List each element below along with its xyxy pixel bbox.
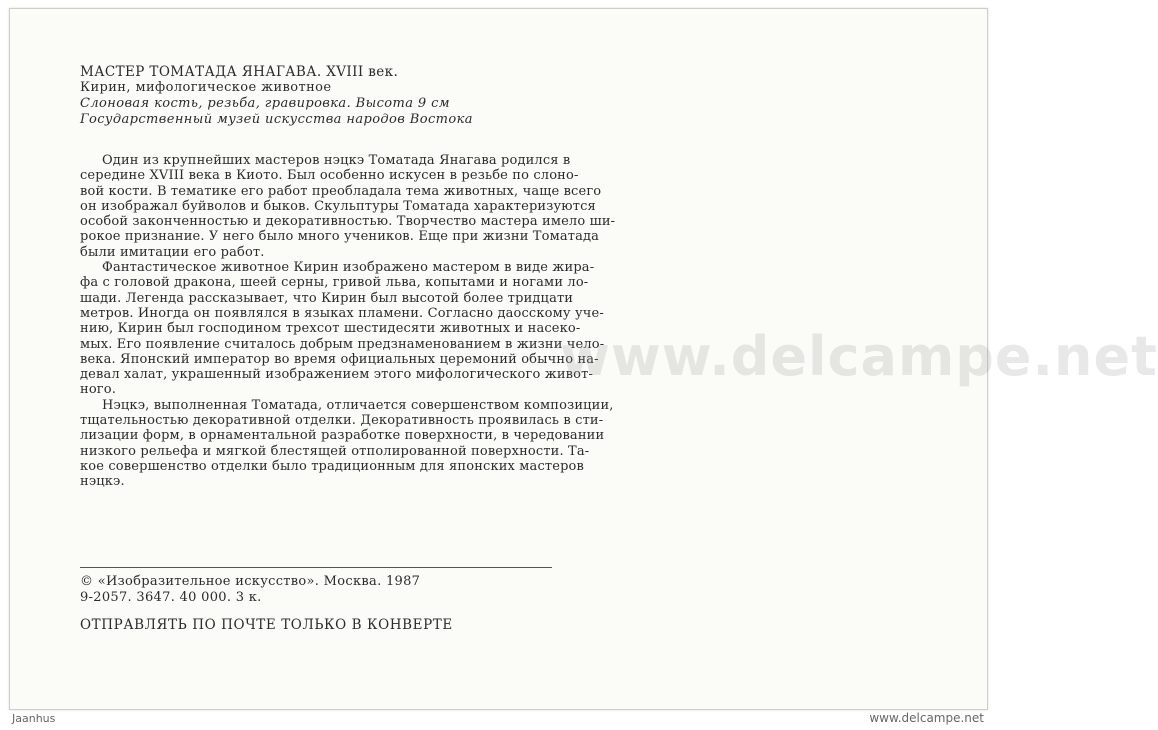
seller-name: Jaanhus bbox=[12, 712, 56, 725]
text-line: особой законченностью и декоративностью. Творчество мастера имело ши- bbox=[80, 214, 616, 230]
text-line: Один из крупнейших мастеров нэцкэ Томатада Янагава родился в bbox=[102, 153, 571, 168]
text-line: века. Японский император во время официальных церемоний обычно на- bbox=[80, 351, 599, 367]
text-line: нию, Кирин был господином трехсот шестидесяти животных и насеко- bbox=[80, 321, 581, 337]
imprint-block bbox=[80, 574, 420, 606]
text-line: мых. Его появление считалось добрым предзнаменованием в жизни чело- bbox=[80, 336, 605, 352]
description-text bbox=[80, 153, 740, 490]
text-line: нэцкэ. bbox=[80, 474, 125, 490]
site-link[interactable]: www.delcampe.net bbox=[869, 711, 984, 725]
text-line: фа с головой дракона, шеей серны, гривой льва, копытами и ногами ло- bbox=[80, 275, 589, 291]
text-line: середине XVIII века в Киото. Был особенно искусен в резьбе по слоно- bbox=[80, 168, 579, 184]
text-line: ного. bbox=[80, 382, 117, 398]
watermark: www.delcampe.net bbox=[560, 325, 1158, 388]
artwork-museum: Государственный музей искусства народов Востока bbox=[80, 112, 473, 127]
text-line: рокое признание. У него было много учеников. Еще при жизни Томатада bbox=[80, 229, 600, 245]
mailing-note: ОТПРАВЛЯТЬ ПО ПОЧТЕ ТОЛЬКО В КОНВЕРТЕ bbox=[80, 617, 453, 633]
text-line: были имитации его работ. bbox=[80, 244, 265, 260]
artwork-title: МАСТЕР ТОМАТАДА ЯНАГАВА. XVIII век. bbox=[80, 64, 399, 80]
text-line: девал халат, украшенный изображением этого мифологического живот- bbox=[80, 367, 594, 383]
publisher-line: © «Изобразительное искусство». Москва. 1987 bbox=[80, 574, 421, 589]
text-line: кое совершенство отделки было традиционным для японских мастеров bbox=[80, 458, 584, 474]
text-line: Фантастическое животное Кирин изображено мастером в виде жира- bbox=[102, 260, 595, 276]
artwork-material: Слоновая кость, резьба, гравировка. Высота 9 см bbox=[80, 96, 450, 111]
text-line: вой кости. В тематике его работ преобладала тема животных, чаще всего bbox=[80, 183, 602, 199]
paragraph-1 bbox=[80, 153, 740, 260]
text-line: он изображал буйволов и быков. Скульптуры Томатада характеризуются bbox=[80, 198, 596, 214]
text-line: шади. Легенда рассказывает, что Кирин был высотой более тридцати bbox=[80, 290, 574, 306]
text-line: Нэцкэ, выполненная Томатада, отличается совершенством композиции, bbox=[102, 397, 614, 413]
caption-block bbox=[80, 64, 600, 128]
text-line: метров. Иногда он появлялся в языках пламени. Согласно даосскому уче- bbox=[80, 305, 604, 321]
print-code-line: 9-2057. 3647. 40 000. 3 к. bbox=[80, 590, 262, 605]
divider bbox=[80, 567, 552, 568]
text-line: низкого рельефа и мягкой блестящей отполированной поверхности. Та- bbox=[80, 443, 590, 459]
text-line: лизации форм, в орнаментальной разработке поверхности, в чередовании bbox=[80, 428, 605, 444]
text-line: тщательностью декоративной отделки. Декоративность проявилась в сти- bbox=[80, 413, 604, 429]
artwork-subtitle: Кирин, мифологическое животное bbox=[80, 80, 332, 95]
paragraph-3 bbox=[80, 398, 740, 490]
